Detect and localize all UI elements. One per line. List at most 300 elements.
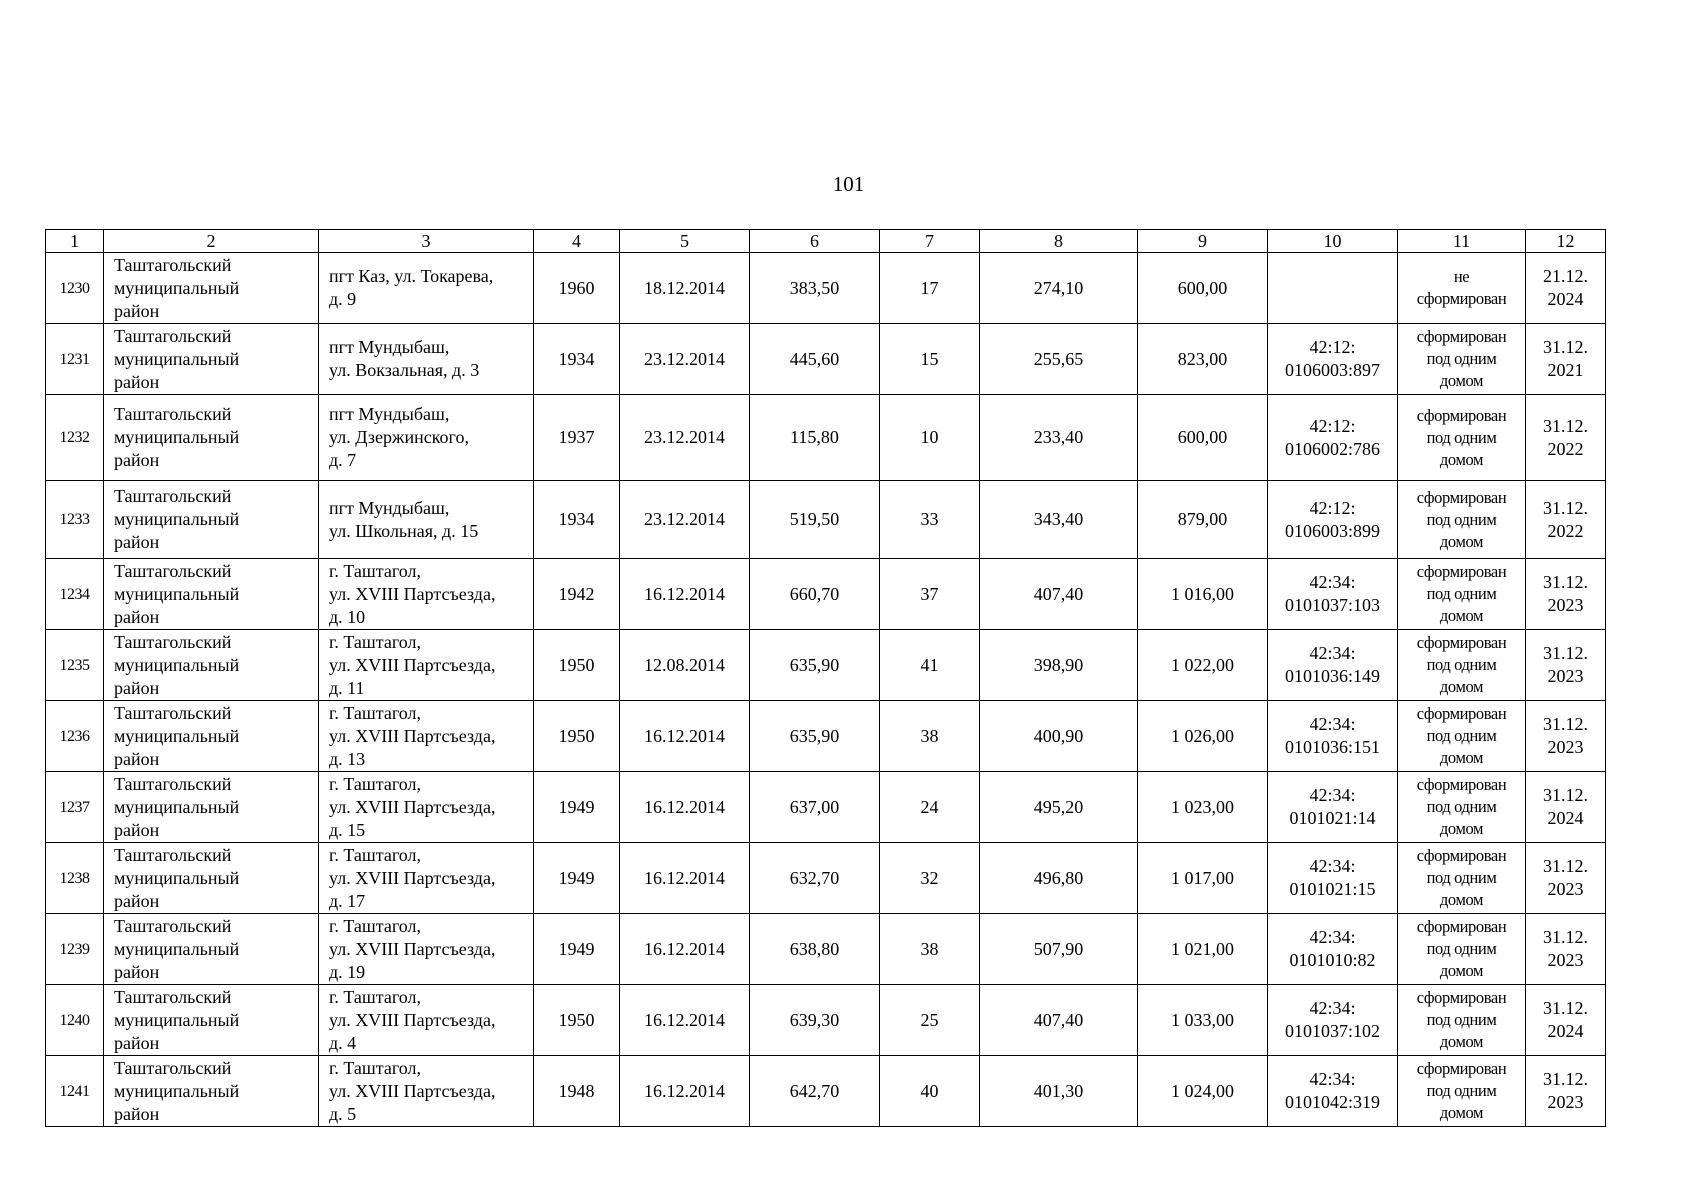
land-status-line: не bbox=[1453, 267, 1470, 286]
municipality-line: Таштагольский bbox=[114, 915, 232, 936]
row-number: 1233 bbox=[46, 481, 104, 559]
living-area: 496,80 bbox=[980, 843, 1138, 914]
municipality-line: муниципальный bbox=[114, 796, 240, 817]
cadastral-number-line: 0101021:14 bbox=[1289, 808, 1376, 828]
land-area: 1 033,00 bbox=[1138, 985, 1268, 1056]
cadastral-number-line: 0106002:786 bbox=[1284, 438, 1380, 459]
column-header: 5 bbox=[620, 230, 750, 253]
address bbox=[319, 630, 534, 701]
recognition-date: 23.12.2014 bbox=[620, 395, 750, 481]
cadastral-number-line: 42:34: bbox=[1309, 572, 1356, 592]
address-line: г. Таштагол, bbox=[329, 560, 422, 581]
land-status-line: домом bbox=[1439, 961, 1484, 980]
municipality-line: Таштагольский bbox=[114, 486, 232, 506]
resettlement-deadline bbox=[1526, 701, 1606, 772]
municipality-line: муниципальный bbox=[114, 427, 240, 447]
municipality bbox=[104, 481, 319, 559]
address-line: ул. Школьная, д. 15 bbox=[329, 520, 479, 541]
resettlement-deadline-line: 2024 bbox=[1547, 808, 1584, 828]
land-status bbox=[1398, 843, 1526, 914]
build-year: 1934 bbox=[534, 481, 620, 559]
address-line: г. Таштагол, bbox=[329, 844, 422, 865]
column-number-row bbox=[46, 230, 1606, 253]
cadastral-number bbox=[1268, 324, 1398, 395]
land-status-line: под одним bbox=[1426, 509, 1497, 529]
cadastral-number-line: 0101021:15 bbox=[1289, 879, 1376, 899]
land-status-line: домом bbox=[1439, 1103, 1484, 1122]
resettlement-deadline-line: 31.12. bbox=[1543, 497, 1588, 518]
municipality-line: район bbox=[114, 371, 160, 392]
resettlement-deadline-line: 31.12. bbox=[1543, 337, 1588, 357]
land-status-line: домом bbox=[1439, 890, 1484, 909]
total-area: 383,50 bbox=[750, 253, 880, 324]
resettlement-deadline-line: 2022 bbox=[1547, 438, 1584, 459]
land-area: 1 021,00 bbox=[1138, 914, 1268, 985]
table-row bbox=[46, 630, 1606, 701]
row-number: 1232 bbox=[46, 395, 104, 481]
land-status-line: сформирован bbox=[1416, 633, 1507, 652]
land-status bbox=[1398, 481, 1526, 559]
build-year: 1942 bbox=[534, 559, 620, 630]
resettlement-deadline-line: 2023 bbox=[1547, 595, 1584, 615]
land-status-line: под одним bbox=[1426, 1081, 1497, 1100]
land-status-line: домом bbox=[1439, 819, 1484, 838]
resettlement-deadline bbox=[1526, 914, 1606, 985]
recognition-date: 23.12.2014 bbox=[620, 481, 750, 559]
address bbox=[319, 559, 534, 630]
row-number: 1231 bbox=[46, 324, 104, 395]
land-area: 1 022,00 bbox=[1138, 630, 1268, 701]
municipality-line: район bbox=[114, 819, 160, 840]
recognition-date: 16.12.2014 bbox=[620, 1056, 750, 1127]
address bbox=[319, 253, 534, 324]
residents-count: 15 bbox=[880, 324, 980, 395]
cadastral-number bbox=[1268, 1056, 1398, 1127]
cadastral-number bbox=[1268, 914, 1398, 985]
table-row bbox=[46, 914, 1606, 985]
total-area: 445,60 bbox=[750, 324, 880, 395]
living-area: 274,10 bbox=[980, 253, 1138, 324]
row-number: 1237 bbox=[46, 772, 104, 843]
municipality-line: Таштагольский bbox=[114, 631, 232, 652]
residents-count: 37 bbox=[880, 559, 980, 630]
address-line: ул. XVIII Партсъезда, bbox=[329, 583, 496, 604]
cadastral-number bbox=[1268, 701, 1398, 772]
build-year: 1950 bbox=[534, 701, 620, 772]
resettlement-deadline bbox=[1526, 1056, 1606, 1127]
column-header: 3 bbox=[319, 230, 534, 253]
resettlement-deadline bbox=[1526, 630, 1606, 701]
municipality-line: муниципальный bbox=[114, 938, 240, 959]
resettlement-deadline-line: 2024 bbox=[1547, 289, 1584, 309]
cadastral-number-line: 42:34: bbox=[1309, 643, 1356, 663]
address-line: ул. XVIII Партсъезда, bbox=[329, 1009, 496, 1030]
cadastral-number bbox=[1268, 253, 1398, 324]
land-status-line: сформирован bbox=[1416, 1059, 1507, 1078]
resettlement-deadline bbox=[1526, 559, 1606, 630]
resettlement-deadline bbox=[1526, 253, 1606, 324]
address-line: д. 10 bbox=[329, 606, 366, 627]
total-area: 635,90 bbox=[750, 630, 880, 701]
address-line: д. 7 bbox=[329, 450, 357, 470]
municipality bbox=[104, 701, 319, 772]
cadastral-number-line: 0101037:102 bbox=[1284, 1021, 1380, 1041]
address-line: ул. Вокзальная, д. 3 bbox=[329, 360, 480, 380]
cadastral-number bbox=[1268, 395, 1398, 481]
build-year: 1948 bbox=[534, 1056, 620, 1127]
column-header: 8 bbox=[980, 230, 1138, 253]
living-area: 398,90 bbox=[980, 630, 1138, 701]
municipality-line: Таштагольский bbox=[114, 404, 232, 424]
land-area: 823,00 bbox=[1138, 324, 1268, 395]
residents-count: 40 bbox=[880, 1056, 980, 1127]
column-header: 6 bbox=[750, 230, 880, 253]
address-line: г. Таштагол, bbox=[329, 915, 422, 936]
resettlement-deadline bbox=[1526, 324, 1606, 395]
resettlement-deadline-line: 2024 bbox=[1547, 1021, 1584, 1041]
table-row bbox=[46, 985, 1606, 1056]
resettlement-deadline-line: 31.12. bbox=[1543, 1069, 1588, 1089]
municipality-line: район bbox=[114, 1032, 160, 1053]
address-line: г. Таштагол, bbox=[329, 986, 422, 1007]
land-status-line: сформирован bbox=[1416, 562, 1507, 581]
land-status-line: сформирован bbox=[1416, 917, 1507, 936]
municipality-line: район bbox=[114, 748, 160, 769]
build-year: 1949 bbox=[534, 914, 620, 985]
resettlement-deadline-line: 21.12. bbox=[1543, 266, 1588, 286]
resettlement-deadline-line: 31.12. bbox=[1543, 927, 1588, 947]
land-status-line: сформирован bbox=[1416, 704, 1507, 723]
row-number: 1238 bbox=[46, 843, 104, 914]
table-row bbox=[46, 395, 1606, 481]
address-line: г. Таштагол, bbox=[329, 773, 422, 794]
address-line: ул. XVIII Партсъезда, bbox=[329, 796, 496, 817]
address-line: пгт Каз, ул. Токарева, bbox=[329, 266, 494, 286]
column-header: 1 bbox=[46, 230, 104, 253]
column-header: 12 bbox=[1526, 230, 1606, 253]
column-header: 2 bbox=[104, 230, 319, 253]
row-number: 1241 bbox=[46, 1056, 104, 1127]
municipality bbox=[104, 395, 319, 481]
residents-count: 41 bbox=[880, 630, 980, 701]
municipality-line: район bbox=[114, 606, 160, 627]
table-row bbox=[46, 481, 1606, 559]
address-line: пгт Мундыбаш, bbox=[329, 497, 450, 518]
municipality-line: муниципальный bbox=[114, 1009, 240, 1030]
address bbox=[319, 395, 534, 481]
table-row bbox=[46, 772, 1606, 843]
land-status-line: под одним bbox=[1426, 427, 1497, 447]
municipality-line: муниципальный bbox=[114, 348, 240, 369]
land-status-line: сформирован bbox=[1416, 846, 1507, 865]
resettlement-deadline-line: 31.12. bbox=[1543, 415, 1588, 436]
cadastral-number-line: 0101042:319 bbox=[1284, 1092, 1380, 1112]
municipality bbox=[104, 324, 319, 395]
recognition-date: 16.12.2014 bbox=[620, 843, 750, 914]
total-area: 642,70 bbox=[750, 1056, 880, 1127]
land-area: 1 023,00 bbox=[1138, 772, 1268, 843]
municipality-line: Таштагольский bbox=[114, 702, 232, 723]
land-status-line: домом bbox=[1439, 606, 1484, 625]
residents-count: 10 bbox=[880, 395, 980, 481]
living-area: 495,20 bbox=[980, 772, 1138, 843]
cadastral-number bbox=[1268, 559, 1398, 630]
address-line: ул. XVIII Партсъезда, bbox=[329, 1080, 496, 1101]
address bbox=[319, 1056, 534, 1127]
land-area: 1 016,00 bbox=[1138, 559, 1268, 630]
land-status-line: сформирован bbox=[1416, 327, 1507, 346]
municipality-line: муниципальный bbox=[114, 277, 240, 298]
resettlement-deadline bbox=[1526, 843, 1606, 914]
column-header: 10 bbox=[1268, 230, 1398, 253]
municipality bbox=[104, 843, 319, 914]
recognition-date: 16.12.2014 bbox=[620, 559, 750, 630]
land-status-line: под одним bbox=[1426, 726, 1497, 745]
cadastral-number-line: 0101036:151 bbox=[1284, 737, 1380, 757]
municipality-line: Таштагольский bbox=[114, 560, 232, 581]
address-line: г. Таштагол, bbox=[329, 1057, 422, 1078]
residents-count: 17 bbox=[880, 253, 980, 324]
land-status-line: сформирован bbox=[1416, 487, 1507, 507]
municipality-line: муниципальный bbox=[114, 509, 240, 529]
address bbox=[319, 914, 534, 985]
cadastral-number bbox=[1268, 985, 1398, 1056]
address-line: г. Таштагол, bbox=[329, 702, 422, 723]
total-area: 639,30 bbox=[750, 985, 880, 1056]
address-line: пгт Мундыбаш, bbox=[329, 404, 450, 424]
table-row bbox=[46, 1056, 1606, 1127]
cadastral-number-line: 42:34: bbox=[1309, 785, 1356, 805]
recognition-date: 16.12.2014 bbox=[620, 914, 750, 985]
land-status bbox=[1398, 253, 1526, 324]
cadastral-number-line: 42:12: bbox=[1309, 497, 1356, 518]
municipality bbox=[104, 1056, 319, 1127]
resettlement-deadline-line: 31.12. bbox=[1543, 714, 1588, 734]
land-status-line: под одним bbox=[1426, 939, 1497, 958]
address-line: ул. XVIII Партсъезда, bbox=[329, 938, 496, 959]
row-number: 1239 bbox=[46, 914, 104, 985]
cadastral-number-line: 0106003:899 bbox=[1284, 520, 1380, 541]
land-area: 1 026,00 bbox=[1138, 701, 1268, 772]
table-row bbox=[46, 324, 1606, 395]
recognition-date: 16.12.2014 bbox=[620, 985, 750, 1056]
address-line: д. 11 bbox=[329, 677, 365, 698]
resettlement-deadline-line: 2023 bbox=[1547, 737, 1584, 757]
address-line: ул. XVIII Партсъезда, bbox=[329, 654, 496, 675]
municipality bbox=[104, 559, 319, 630]
living-area: 407,40 bbox=[980, 985, 1138, 1056]
resettlement-deadline-line: 2023 bbox=[1547, 950, 1584, 970]
build-year: 1950 bbox=[534, 630, 620, 701]
land-status-line: под одним bbox=[1426, 655, 1497, 674]
table-row bbox=[46, 701, 1606, 772]
build-year: 1960 bbox=[534, 253, 620, 324]
total-area: 635,90 bbox=[750, 701, 880, 772]
column-header: 4 bbox=[534, 230, 620, 253]
build-year: 1934 bbox=[534, 324, 620, 395]
recognition-date: 16.12.2014 bbox=[620, 701, 750, 772]
cadastral-number bbox=[1268, 630, 1398, 701]
row-number: 1230 bbox=[46, 253, 104, 324]
housing-register-table bbox=[45, 229, 1606, 1127]
land-status-line: сформирован bbox=[1416, 775, 1507, 794]
land-status-line: сформирован bbox=[1416, 289, 1507, 308]
table-row bbox=[46, 559, 1606, 630]
resettlement-deadline-line: 31.12. bbox=[1543, 785, 1588, 805]
land-status bbox=[1398, 559, 1526, 630]
living-area: 233,40 bbox=[980, 395, 1138, 481]
municipality-line: район bbox=[114, 450, 160, 470]
land-status bbox=[1398, 1056, 1526, 1127]
address bbox=[319, 701, 534, 772]
land-status-line: под одним bbox=[1426, 584, 1497, 603]
column-header: 9 bbox=[1138, 230, 1268, 253]
land-status bbox=[1398, 701, 1526, 772]
living-area: 343,40 bbox=[980, 481, 1138, 559]
cadastral-number bbox=[1268, 772, 1398, 843]
row-number: 1240 bbox=[46, 985, 104, 1056]
cadastral-number-line: 42:34: bbox=[1309, 856, 1356, 876]
cadastral-number-line: 0106003:897 bbox=[1284, 360, 1380, 380]
address-line: д. 17 bbox=[329, 890, 366, 911]
municipality-line: муниципальный bbox=[114, 654, 240, 675]
resettlement-deadline bbox=[1526, 481, 1606, 559]
build-year: 1950 bbox=[534, 985, 620, 1056]
municipality-line: район bbox=[114, 1103, 160, 1124]
cadastral-number-line: 0101010:82 bbox=[1289, 950, 1376, 970]
row-number: 1234 bbox=[46, 559, 104, 630]
address bbox=[319, 481, 534, 559]
total-area: 519,50 bbox=[750, 481, 880, 559]
cadastral-number bbox=[1268, 481, 1398, 559]
municipality-line: муниципальный bbox=[114, 583, 240, 604]
recognition-date: 23.12.2014 bbox=[620, 324, 750, 395]
address-line: ул. XVIII Партсъезда, bbox=[329, 867, 496, 888]
land-status-line: под одним bbox=[1426, 349, 1497, 368]
land-status-line: домом bbox=[1439, 677, 1484, 696]
land-status bbox=[1398, 772, 1526, 843]
municipality-line: Таштагольский bbox=[114, 1057, 232, 1078]
municipality-line: район bbox=[114, 677, 160, 698]
land-status bbox=[1398, 985, 1526, 1056]
municipality-line: Таштагольский bbox=[114, 844, 232, 865]
build-year: 1949 bbox=[534, 772, 620, 843]
resettlement-deadline-line: 31.12. bbox=[1543, 572, 1588, 592]
municipality-line: район bbox=[114, 890, 160, 911]
land-status-line: домом bbox=[1439, 531, 1484, 551]
table-row bbox=[46, 843, 1606, 914]
address bbox=[319, 985, 534, 1056]
cadastral-number-line: 0101037:103 bbox=[1284, 595, 1380, 615]
residents-count: 38 bbox=[880, 914, 980, 985]
resettlement-deadline bbox=[1526, 395, 1606, 481]
recognition-date: 18.12.2014 bbox=[620, 253, 750, 324]
address-line: г. Таштагол, bbox=[329, 631, 422, 652]
municipality bbox=[104, 772, 319, 843]
municipality-line: район bbox=[114, 961, 160, 982]
municipality-line: Таштагольский bbox=[114, 254, 232, 275]
land-status-line: домом bbox=[1439, 748, 1484, 767]
land-status bbox=[1398, 630, 1526, 701]
land-status bbox=[1398, 395, 1526, 481]
build-year: 1937 bbox=[534, 395, 620, 481]
land-area: 600,00 bbox=[1138, 253, 1268, 324]
address-line: пгт Мундыбаш, bbox=[329, 337, 450, 357]
land-status-line: сформирован bbox=[1416, 988, 1507, 1007]
cadastral-number-line: 42:12: bbox=[1309, 337, 1356, 357]
address bbox=[319, 772, 534, 843]
land-status bbox=[1398, 324, 1526, 395]
column-header: 11 bbox=[1398, 230, 1526, 253]
municipality-line: муниципальный bbox=[114, 1080, 240, 1101]
row-number: 1235 bbox=[46, 630, 104, 701]
cadastral-number-line: 42:34: bbox=[1309, 998, 1356, 1018]
resettlement-deadline-line: 2023 bbox=[1547, 1092, 1584, 1112]
land-status-line: домом bbox=[1439, 449, 1484, 469]
municipality-line: район bbox=[114, 532, 160, 552]
resettlement-deadline-line: 31.12. bbox=[1543, 998, 1588, 1018]
address-line: д. 15 bbox=[329, 819, 366, 840]
land-status-line: под одним bbox=[1426, 868, 1497, 887]
address-line: ул. XVIII Партсъезда, bbox=[329, 725, 496, 746]
cadastral-number-line: 42:34: bbox=[1309, 1069, 1356, 1089]
municipality-line: Таштагольский bbox=[114, 986, 232, 1007]
land-status-line: сформирован bbox=[1416, 405, 1507, 425]
total-area: 638,80 bbox=[750, 914, 880, 985]
cadastral-number-line: 42:34: bbox=[1309, 714, 1356, 734]
municipality-line: Таштагольский bbox=[114, 773, 232, 794]
municipality-line: район bbox=[114, 300, 160, 321]
municipality bbox=[104, 914, 319, 985]
residents-count: 25 bbox=[880, 985, 980, 1056]
municipality-line: муниципальный bbox=[114, 725, 240, 746]
page-number: 101 bbox=[832, 172, 865, 196]
resettlement-deadline-line: 31.12. bbox=[1543, 856, 1588, 876]
address-line: д. 13 bbox=[329, 748, 366, 769]
land-status-line: под одним bbox=[1426, 797, 1497, 816]
resettlement-deadline-line: 2023 bbox=[1547, 879, 1584, 899]
municipality-line: муниципальный bbox=[114, 867, 240, 888]
resettlement-deadline-line: 2022 bbox=[1547, 520, 1584, 541]
resettlement-deadline-line: 2021 bbox=[1547, 360, 1584, 380]
address-line: д. 19 bbox=[329, 961, 366, 982]
municipality bbox=[104, 985, 319, 1056]
resettlement-deadline-line: 2023 bbox=[1547, 666, 1584, 686]
residents-count: 33 bbox=[880, 481, 980, 559]
address-line: д. 4 bbox=[329, 1032, 357, 1053]
address bbox=[319, 324, 534, 395]
address-line: ул. Дзержинского, bbox=[329, 427, 469, 447]
recognition-date: 12.08.2014 bbox=[620, 630, 750, 701]
resettlement-deadline-line: 31.12. bbox=[1543, 643, 1588, 663]
living-area: 507,90 bbox=[980, 914, 1138, 985]
residents-count: 38 bbox=[880, 701, 980, 772]
living-area: 400,90 bbox=[980, 701, 1138, 772]
recognition-date: 16.12.2014 bbox=[620, 772, 750, 843]
municipality-line: Таштагольский bbox=[114, 325, 232, 346]
land-area: 1 024,00 bbox=[1138, 1056, 1268, 1127]
land-status bbox=[1398, 914, 1526, 985]
land-status-line: домом bbox=[1439, 1032, 1484, 1051]
address bbox=[319, 843, 534, 914]
resettlement-deadline bbox=[1526, 985, 1606, 1056]
total-area: 637,00 bbox=[750, 772, 880, 843]
cadastral-number-line: 0101036:149 bbox=[1284, 666, 1380, 686]
living-area: 255,65 bbox=[980, 324, 1138, 395]
land-area: 879,00 bbox=[1138, 481, 1268, 559]
row-number: 1236 bbox=[46, 701, 104, 772]
column-header: 7 bbox=[880, 230, 980, 253]
